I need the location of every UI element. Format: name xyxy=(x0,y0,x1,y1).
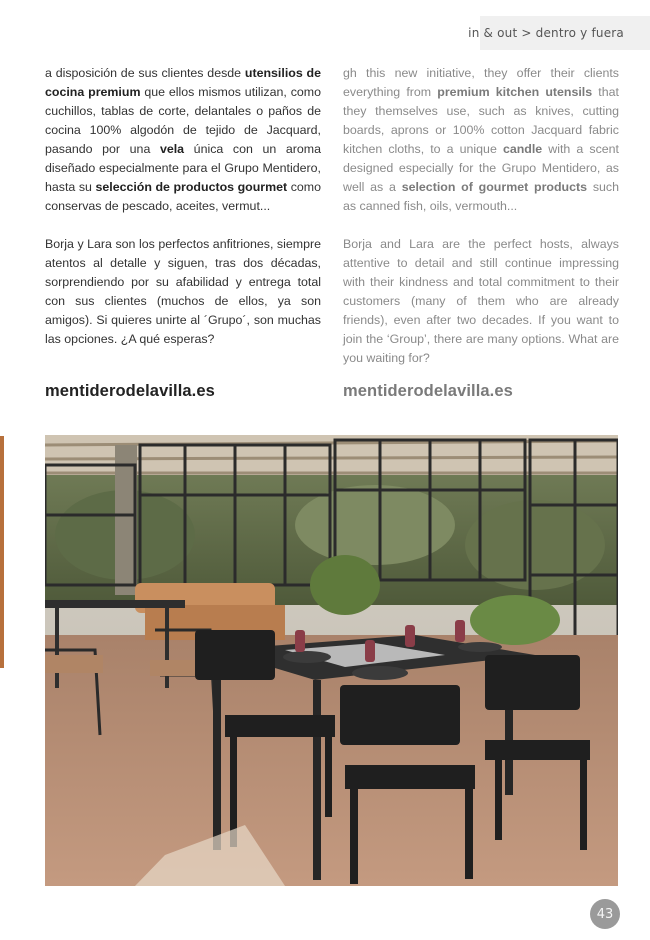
spanish-paragraph-2 xyxy=(45,235,321,349)
english-website-link[interactable]: mentiderodelavilla.es xyxy=(343,382,513,400)
spanish-column xyxy=(45,64,321,368)
bold-phrase: selección de productos gourmet xyxy=(95,180,288,194)
bold-phrase: vela xyxy=(159,142,185,156)
restaurant-terrace-photo xyxy=(45,435,618,886)
english-column xyxy=(343,64,619,387)
text-run: única con un aroma diseñado especialmente para el Grupo Mentidero, hasta su xyxy=(45,142,322,194)
text-run: that they themselves use, such as knives, cutting boards, aprons or 100% cotton Jacquard fabric kitchen cloths, to a unique xyxy=(343,85,619,156)
bold-phrase: utensilios de cocina premium xyxy=(45,66,321,99)
text-run: gh this new initiative, they offer their clients everything from xyxy=(343,66,619,99)
spanish-website-link[interactable]: mentiderodelavilla.es xyxy=(45,382,215,400)
english-paragraph-1 xyxy=(343,64,619,216)
page-number-badge: 43 xyxy=(590,899,620,929)
text-run: such as canned fish, oils, vermouth... xyxy=(343,180,619,213)
previous-page-edge xyxy=(0,436,4,668)
text-run: a disposición de sus clientes desde xyxy=(45,66,245,80)
text-run: Borja and Lara are the perfect hosts, always attentive to detail and still continue impressing with their kindness and total commitment to their customers (many of them who are already friends), even after two decades. If you want to join the ‘Group’, there are many options. What are you waiting for? xyxy=(343,237,619,365)
section-header-tab xyxy=(468,16,650,50)
text-run: with a scent designed especially for the Grupo Mentidero, as well as a xyxy=(343,142,619,194)
text-run: que ellos mismos utilizan, como cuchillos, tablas de corte, delantales o paños de cocina 100% algodón de tejido de Jacquard, pasando por una xyxy=(45,85,322,156)
english-paragraph-2 xyxy=(343,235,619,368)
spanish-paragraph-1 xyxy=(45,64,321,216)
section-label: in & out > dentro y fuera xyxy=(468,26,624,40)
bold-phrase: candle xyxy=(502,142,543,156)
text-run: Borja y Lara son los perfectos anfitriones, siempre atentos al detalle y siguen, tras dos décadas, sorprendiendo por su afabilidad y entrega total con sus clientes (muchos de ellos, ya son amigos). Si quieres unirte al ´Grupo´, son muchas las opciones. ¿A qué esperas? xyxy=(45,237,321,346)
bold-phrase: premium kitchen utensils xyxy=(437,85,593,99)
text-run: como conservas de pescado, aceites, vermut... xyxy=(45,180,321,213)
bold-phrase: selection of gourmet products xyxy=(401,180,588,194)
